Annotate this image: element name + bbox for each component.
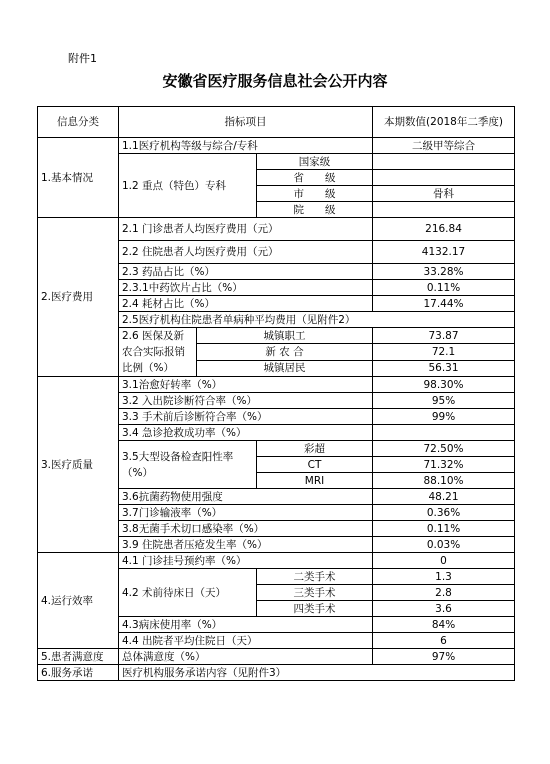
indicator-label: 2.4 耗材占比（%） <box>119 296 373 312</box>
sub-value <box>373 170 515 186</box>
indicator-label: 3.8无菌手术切口感染率（%） <box>119 521 373 537</box>
indicator-label: 2.2 住院患者人均医疗费用（元） <box>119 241 373 264</box>
indicator-value: 33.28% <box>373 264 515 280</box>
table-row <box>38 218 515 241</box>
indicator-label: 1.1医疗机构等级与综合/专科 <box>119 138 373 154</box>
category-satisfaction: 5.患者满意度 <box>38 649 119 665</box>
table-row <box>38 377 515 393</box>
sub-label: 城镇居民 <box>197 360 373 376</box>
sub-label: 三类手术 <box>257 585 373 601</box>
indicator-label: 2.5医疗机构住院患者单病种平均费用（见附件2） <box>119 312 515 328</box>
waiting-days-label: 4.2 术前待床日（天） <box>119 569 257 617</box>
sub-value <box>373 202 515 218</box>
sub-label: CT <box>257 457 373 473</box>
indicator-value <box>373 425 515 441</box>
indicator-value: 17.44% <box>373 296 515 312</box>
indicator-value: 0 <box>373 553 515 569</box>
sub-value: 72.50% <box>373 441 515 457</box>
indicator-value: 48.21 <box>373 489 515 505</box>
sub-label: 四类手术 <box>257 601 373 617</box>
equipment-label: 3.5大型设备检查阳性率（%） <box>119 441 257 489</box>
header-indicator: 指标项目 <box>119 107 373 138</box>
table-row <box>38 665 515 681</box>
indicator-value: 97% <box>373 649 515 665</box>
indicator-label: 3.1治愈好转率（%） <box>119 377 373 393</box>
category-quality: 3.医疗质量 <box>38 377 119 553</box>
indicator-value: 二级甲等综合 <box>373 138 515 154</box>
indicator-label: 总体满意度（%） <box>119 649 373 665</box>
sub-value: 1.3 <box>373 569 515 585</box>
indicator-label: 医疗机构服务承诺内容（见附件3） <box>119 665 515 681</box>
sub-value: 73.87 <box>373 328 515 344</box>
indicator-value: 84% <box>373 617 515 633</box>
indicator-value: 0.03% <box>373 537 515 553</box>
indicator-label: 2.3.1中药饮片占比（%） <box>119 280 373 296</box>
indicator-value: 216.84 <box>373 218 515 241</box>
indicator-label: 3.3 手术前后诊断符合率（%） <box>119 409 373 425</box>
indicator-value: 0.36% <box>373 505 515 521</box>
sub-label: 国家级 <box>257 154 373 170</box>
reimbursement-label: 2.6 医保及新农合实际报销比例（%） <box>119 328 197 377</box>
indicator-label: 3.2 入出院诊断符合率（%） <box>119 393 373 409</box>
specialty-label: 1.2 重点（特色）专科 <box>119 154 257 218</box>
document-title: 安徽省医疗服务信息社会公开内容 <box>162 72 388 90</box>
sub-label: 彩超 <box>257 441 373 457</box>
sub-label: 市 级 <box>257 186 373 202</box>
table-row <box>38 649 515 665</box>
indicator-value: 4132.17 <box>373 241 515 264</box>
sub-value: 56.31 <box>373 360 515 376</box>
header-value: 本期数值(2018年二季度) <box>373 107 515 138</box>
indicator-value: 0.11% <box>373 280 515 296</box>
sub-label: 城镇职工 <box>197 328 373 344</box>
sub-value: 88.10% <box>373 473 515 489</box>
sub-value: 71.32% <box>373 457 515 473</box>
sub-label: 院 级 <box>257 202 373 218</box>
sub-value: 2.8 <box>373 585 515 601</box>
sub-value: 3.6 <box>373 601 515 617</box>
table-row <box>38 553 515 569</box>
indicator-value: 0.11% <box>373 521 515 537</box>
indicator-label: 3.7门诊输液率（%） <box>119 505 373 521</box>
indicator-label: 3.9 住院患者压疮发生率（%） <box>119 537 373 553</box>
sub-label: 省 级 <box>257 170 373 186</box>
indicator-value: 99% <box>373 409 515 425</box>
indicator-label: 4.3病床使用率（%） <box>119 617 373 633</box>
header-category: 信息分类 <box>38 107 119 138</box>
sub-value: 骨科 <box>373 186 515 202</box>
indicator-label: 2.3 药品占比（%） <box>119 264 373 280</box>
sub-label: MRI <box>257 473 373 489</box>
sub-label: 新 农 合 <box>197 344 373 360</box>
sub-label: 二类手术 <box>257 569 373 585</box>
sub-value <box>373 154 515 170</box>
disclosure-table <box>37 106 515 681</box>
category-cost: 2.医疗费用 <box>38 218 119 377</box>
table-header-row <box>38 107 515 138</box>
indicator-value: 6 <box>373 633 515 649</box>
indicator-label: 4.1 门诊挂号预约率（%） <box>119 553 373 569</box>
category-basic: 1.基本情况 <box>38 138 119 218</box>
sub-value: 72.1 <box>373 344 515 360</box>
indicator-label: 4.4 出院者平均住院日（天） <box>119 633 373 649</box>
indicator-label: 3.4 急诊抢救成功率（%） <box>119 425 373 441</box>
attachment-label: 附件1 <box>68 52 97 65</box>
category-efficiency: 4.运行效率 <box>38 553 119 649</box>
table-row <box>38 138 515 154</box>
indicator-label: 3.6抗菌药物使用强度 <box>119 489 373 505</box>
indicator-value: 95% <box>373 393 515 409</box>
category-commitment: 6.服务承诺 <box>38 665 119 681</box>
indicator-label: 2.1 门诊患者人均医疗费用（元） <box>119 218 373 241</box>
indicator-value: 98.30% <box>373 377 515 393</box>
